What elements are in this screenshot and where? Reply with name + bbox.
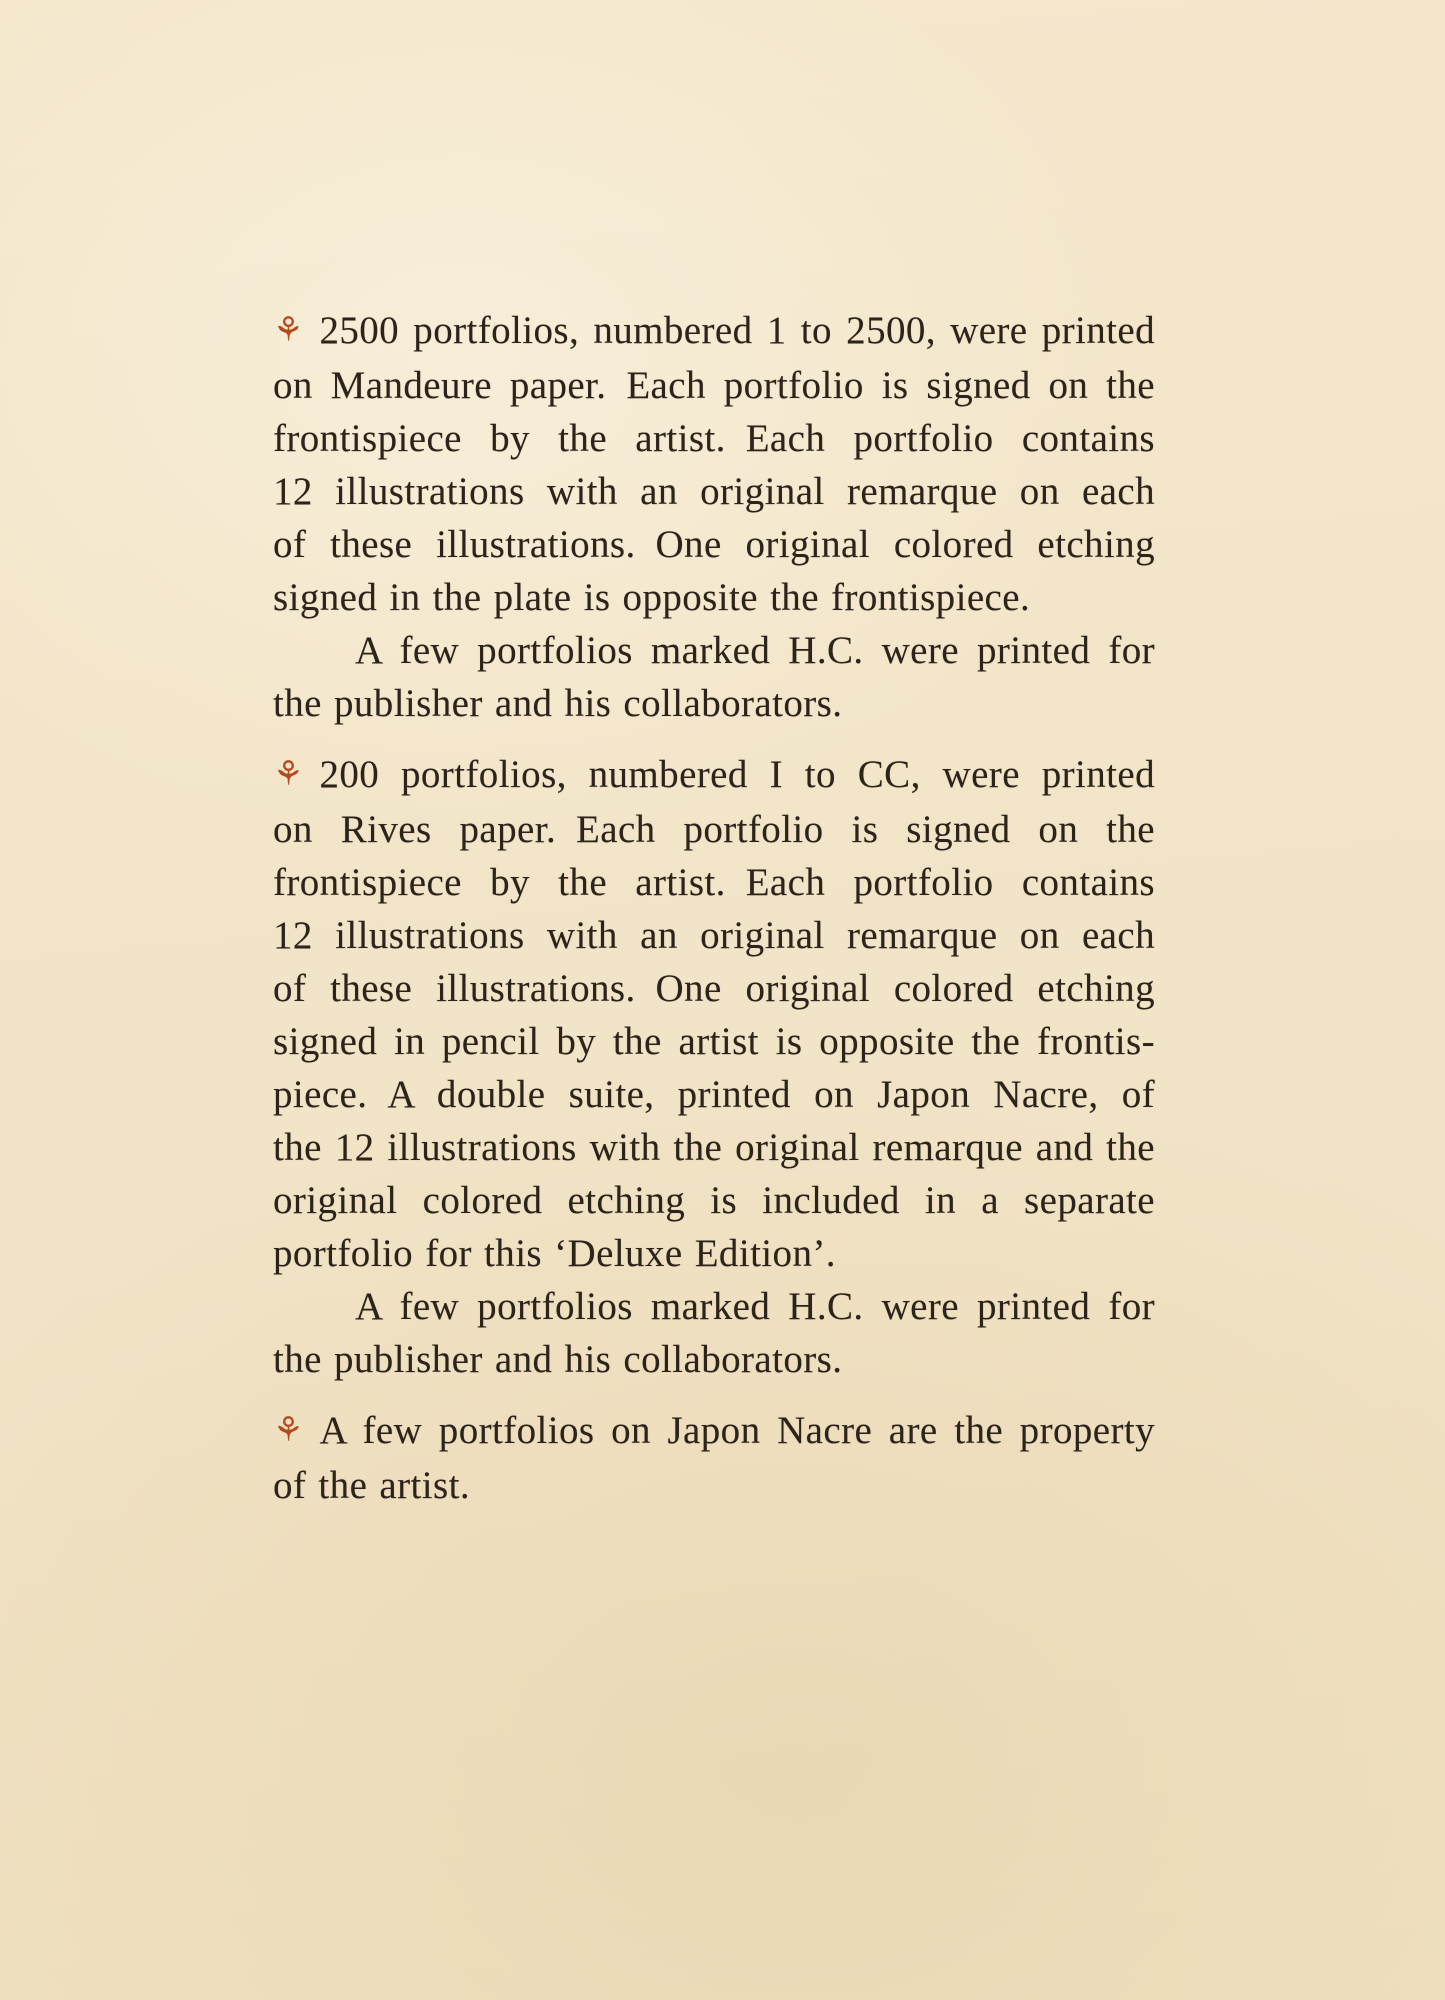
fleuron-icon: ⚘ xyxy=(273,754,304,794)
paragraph-edition-2500 xyxy=(273,304,1155,730)
text-line-text: A few portfolios on Japon Nacre are the property xyxy=(319,1409,1155,1452)
text-line: 12 illustrations with an original remarque on each xyxy=(273,470,1155,513)
fleuron-icon: ⚘ xyxy=(273,1410,304,1450)
text-line: the 12 illustrations with the original remarque and the xyxy=(273,1126,1155,1169)
text-line: signed in pencil by the artist is opposite the frontis- xyxy=(273,1020,1155,1063)
text-line: signed in the plate is opposite the frontispiece. xyxy=(273,576,1031,619)
text-line xyxy=(273,1404,1155,1459)
text-line: piece. A double suite, printed on Japon Nacre, of xyxy=(273,1073,1155,1116)
paragraph-edition-200 xyxy=(273,748,1155,1386)
text-line: the publisher and his collaborators. xyxy=(273,682,843,725)
fleuron-icon: ⚘ xyxy=(273,310,304,350)
text-line: frontispiece by the artist. Each portfolio contains xyxy=(273,861,1155,904)
paragraph-artist-copies xyxy=(273,1404,1155,1512)
text-line xyxy=(273,748,1155,803)
text-line: of the artist. xyxy=(273,1464,470,1507)
text-line: the publisher and his collaborators. xyxy=(273,1338,843,1381)
text-line: A few portfolios marked H.C. were printed for xyxy=(355,629,1155,672)
text-line-text: 200 portfolios, numbered I to CC, were printed xyxy=(319,753,1155,796)
text-line: 12 illustrations with an original remarque on each xyxy=(273,914,1155,957)
text-line: portfolio for this ‘Deluxe Edition’. xyxy=(273,1232,836,1275)
text-line-text: 2500 portfolios, numbered 1 to 2500, were printed xyxy=(319,309,1155,352)
text-line: on Mandeure paper. Each portfolio is signed on the xyxy=(273,364,1155,407)
colophon-text-block xyxy=(273,304,1155,1530)
text-line: original colored etching is included in a separate xyxy=(273,1179,1155,1222)
text-line: frontispiece by the artist. Each portfolio contains xyxy=(273,417,1155,460)
text-line: of these illustrations. One original colored etching xyxy=(273,523,1155,566)
text-line xyxy=(273,304,1155,359)
text-line: of these illustrations. One original colored etching xyxy=(273,967,1155,1010)
text-line: A few portfolios marked H.C. were printed for xyxy=(355,1285,1155,1328)
text-line: on Rives paper. Each portfolio is signed on the xyxy=(273,808,1155,851)
